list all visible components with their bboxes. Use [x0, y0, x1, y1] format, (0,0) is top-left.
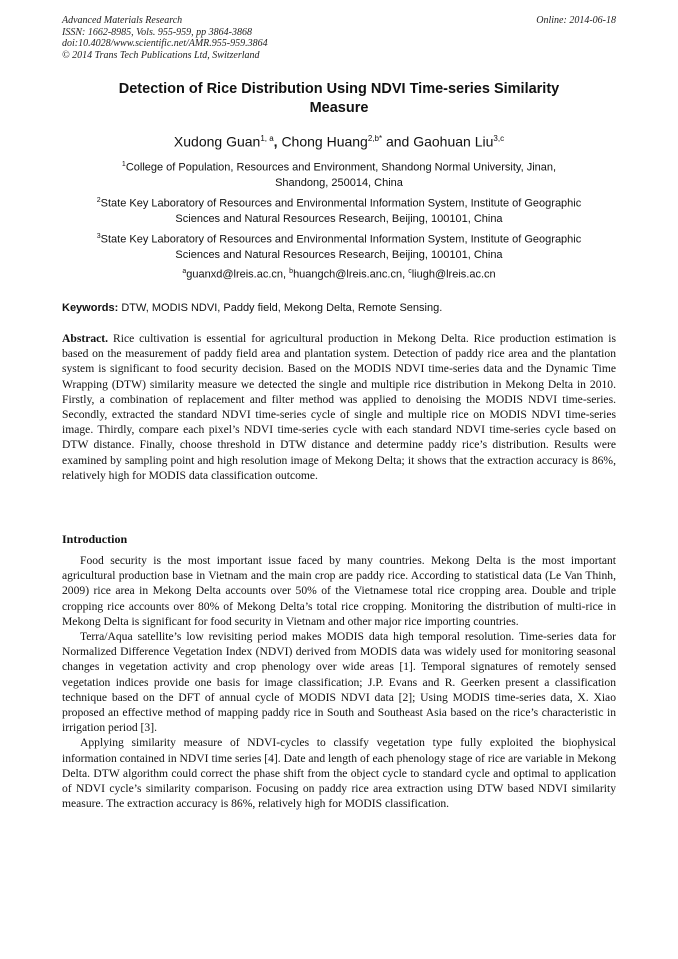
author-name: Xudong Guan	[173, 133, 261, 150]
email-address: huangch@lreis.anc.cn	[293, 268, 403, 281]
journal-name: Advanced Materials Research	[62, 15, 183, 26]
journal-copyright: © 2014 Trans Tech Publications Ltd, Switzerland	[62, 49, 260, 61]
abstract-label: Abstract.	[62, 332, 109, 345]
author-affiliation-mark: 3,c	[493, 134, 505, 143]
affiliation-mark: 2	[96, 197, 101, 204]
affiliation-text: State Key Laboratory of Resources and Environmental Information System, Institute of Geographic	[100, 233, 582, 246]
email-mark: a	[182, 268, 187, 275]
online-date: Online: 2014-06-18	[536, 15, 616, 26]
affiliation-text: College of Population, Resources and Environment, Shandong Normal University, Jinan,	[125, 161, 557, 174]
author-affiliation-mark: 2,b*	[367, 134, 383, 143]
title-line-2: Measure	[309, 100, 369, 116]
affiliation-text: Sciences and Natural Resources Research, Beijing, 100101, China	[175, 212, 503, 225]
paragraph: Applying similarity measure of NDVI-cycles to classify vegetation type fully exploited the biophysical information contained in NDVI time series [4]. Date and length of each phenology stage of rice are variable in Mekong Delta. DTW algorithm could correct the phase shift from the object cycle to standard cycle and optimal to application of NDVI cycle’s similarity comparison. Focusing on paddy rice area extraction using DTW based NDVI similarity measure. The extraction accuracy is 86%, relatively high for MODIS classification.	[62, 736, 616, 811]
introduction-body	[62, 553, 616, 811]
affiliation-text: State Key Laboratory of Resources and Environmental Information System, Institute of Geographic	[100, 197, 582, 210]
author-separator: and	[382, 133, 414, 150]
affiliation-mark: 3	[96, 233, 101, 240]
email-list: $^a$guanxd@lreis.ac.cn, $^b$huangch@lreis.anc.cn, $^c$liugh@lreis.ac.cn	[182, 268, 496, 281]
paragraph: Terra/Aqua satellite’s low revisiting period makes MODIS data high temporal resolution. Time-series data for Normalized Difference Vegetation Index (NDVI) derived from MODIS data was widely used for monitoring seasonal changes in vegetation activity and crop phenology over wide areas [1]. Temporal signatures of remotely sensed vegetation indices provide one basis for image classification; J.P. Evans and R. Geerken present a classification technique based on the DFT of annual cycle of MODIS NDVI data [2]; Using MODIS time-series data, X. Xiao proposed an effective method of mapping paddy rice in South and Southeast Asia based on the rice’s characteristic in irrigation period [3].	[62, 630, 616, 735]
paragraph: Food security is the most important issue faced by many countries. Mekong Delta is the most important agricultural production base in Vietnam and the main crop are paddy rice. According to statistical data (Le Van Thinh, 2009) rice area in Mekong Delta accounts over 50% of the Vietnamese total rice cropping area. Double and triple cropping rice accounts over 80% of Mekong Delta’s total rice cropping. Monitoring the distribution of multi-rice in Mekong Delta is significant for food security in Vietnam and other major rice importing countries.	[62, 554, 616, 628]
affiliation-text: Shandong, 250014, China	[275, 176, 403, 189]
journal-header	[62, 15, 616, 61]
author-affiliation-mark: 1, a	[260, 134, 274, 143]
abstract-text: Rice cultivation is essential for agricultural production in Mekong Delta. Rice production estimation is based on the measurement of paddy field area and plantation system. Detection of paddy rice area and the plantation system is significant to food security decision. Based on the MODIS NDVI time-series data and the Dynamic Time Wrapping (DTW) similarity measure we detected the single and multiple rice distribution in Mekong Delta in 2010. Firstly, a combination of replacement and filter method was applied to denoising the MODIS NDVI time-series. Secondly, extracted the standard NDVI time-series cycle of single and multiple rice on MODIS NDVI time-series image. Thirdly, compare each pixel’s NDVI time-series cycle with each standard NDVI time-series cycle based on DTW distance. Finally, choose threshold in DTW distance and determine paddy rice’s distribution. Results were examined by sampling point and high resolution image of Mekong Delta; it shows that the extraction accuracy is 86%, relatively high for MODIS data classification outcome.	[62, 332, 616, 482]
affiliation-2	[62, 193, 616, 227]
affiliation-text: Sciences and Natural Resources Research, Beijing, 100101, China	[175, 248, 503, 261]
title-line-1: Detection of Rice Distribution Using NDVI Time-series Similarity	[118, 81, 560, 97]
affiliation-3	[62, 229, 616, 263]
affiliation-1	[62, 157, 616, 191]
email-mark: b	[289, 268, 294, 275]
section-heading: Introduction	[62, 532, 128, 546]
journal-issn: ISSN: 1662-8985, Vols. 955-959, pp 3864-3868	[62, 26, 252, 38]
keywords-label: Keywords:	[62, 302, 119, 314]
paper-title	[62, 80, 616, 118]
keywords-text: DTW, MODIS NDVI, Paddy field, Mekong Delta, Remote Sensing.	[121, 302, 443, 314]
abstract	[62, 331, 616, 483]
keywords	[62, 301, 616, 315]
author-list	[62, 130, 616, 151]
email-mark: c	[408, 268, 412, 275]
email-address: liugh@lreis.ac.cn	[411, 268, 496, 281]
journal-doi: doi:10.4028/www.scientific.net/AMR.955-959.3864	[62, 38, 268, 49]
affiliation-mark: 1	[121, 161, 126, 168]
author-name: Chong Huang	[281, 133, 368, 150]
author-separator: ,	[273, 133, 282, 150]
email-address: guanxd@lreis.ac.cn	[186, 268, 284, 281]
author-name: Gaohuan Liu	[413, 133, 494, 150]
